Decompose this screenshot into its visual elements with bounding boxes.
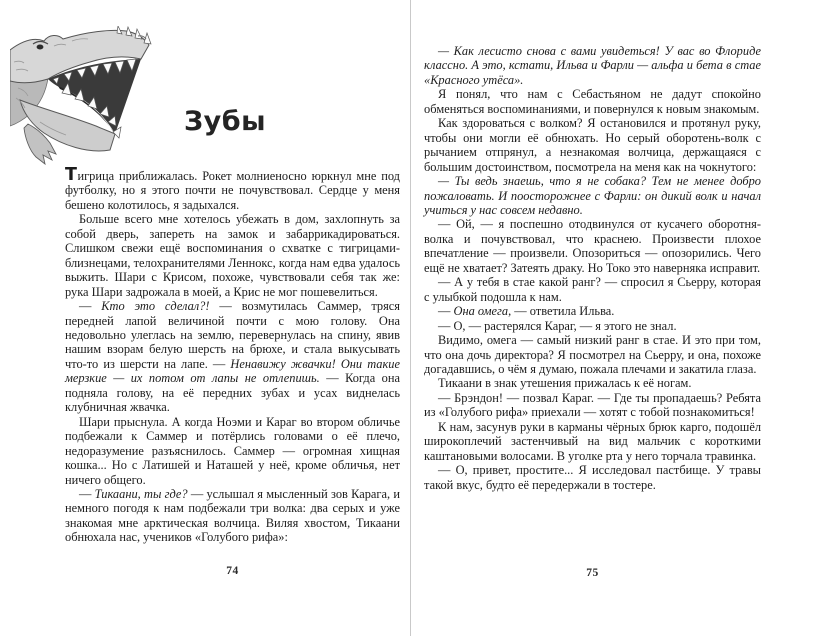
page-number-right: 75 <box>586 567 599 579</box>
text-segment: Ненавижу жвачки! Они такие мерзкие — их потом от лапы не отлепишь. <box>65 356 400 386</box>
text-segment: Она омега <box>453 304 509 319</box>
text-segment: Тикаани в знак утешения прижалась к её ногам. <box>438 376 692 391</box>
text-segment: Больше всего мне хотелось убежать в дом, захлопнуть за собой дверь, запереть на замок и забаррикадироваться. Слишком свежи ещё воспоминания о схватке с тигрицами-близнецами, телохранителями Леннокс, когда нам едва удалось выжить. Шари с Крисом, похоже, чувствовали себя так же: рука Шари задрожала в моей, а Крис не мог пошевелиться. <box>65 212 400 299</box>
paragraph <box>424 304 761 318</box>
text-segment: Кто это сделал?! <box>101 299 210 314</box>
paragraph <box>424 44 761 87</box>
text-segment: Я понял, что нам с Себастьяном не дадут спокойно обменяться воспоминаниями, и повернулся к новым знакомым. <box>424 87 761 116</box>
paragraph <box>424 275 761 304</box>
text-segment: — О, привет, простите... Я исследовал пастбище. У травы такой вкус, будто её передержали в тостере. <box>424 463 761 492</box>
paragraph <box>424 116 761 174</box>
text-segment: , — ответила Ильва. <box>508 304 615 319</box>
text-segment: — О, — растерялся Караг, — я этого не знал. <box>438 318 677 333</box>
crocodile-illustration <box>10 26 166 170</box>
paragraph <box>65 487 400 545</box>
text-segment: — <box>79 486 95 501</box>
left-page-text <box>65 165 401 545</box>
paragraph <box>424 174 761 217</box>
chapter-title: Зубы <box>184 106 267 138</box>
paragraph <box>424 333 761 376</box>
text-segment: — <box>438 304 454 319</box>
text-segment: — возмутилась Саммер, тряся передней лапой величиной почти с мою голову. Она недовольно улеглась на землю, перевернулась на спину, явив нашим взорам белую шерсть на брюхе, и стала выкусывать что-то из шерсти на лапе. — <box>65 299 400 371</box>
text-segment: Шари прыснула. А когда Ноэми и Караг во втором обличье подбежали к Саммер и потёрлись головами о её плечо, недоразумение разъяснилось. Саммер — огромная хищная кошка... Но с Латишей и Наташей у неё, кроме обличья, нет ничего общего. <box>65 414 400 487</box>
paragraph <box>424 420 761 463</box>
paragraph <box>65 212 400 299</box>
page-gutter-divider <box>410 0 411 636</box>
text-segment: — Ты ведь знаешь, что я не собака? Тем не менее добро пожаловать. И поосторожнее с Фарли: он дикий волк и начал учиться у нас совсем недавно. <box>424 174 761 217</box>
text-segment: игрица приближалась. Рокет молниеносно юркнул мне под футболку, но я этого почти не почувствовал. Сердце у меня бешено колотилось, я задыхался. <box>65 169 400 212</box>
text-segment: — А у тебя в стае какой ранг? — спросил я Сьерру, которая с улыбкой подошла к нам. <box>424 275 761 304</box>
page-number-left: 74 <box>226 565 239 577</box>
paragraph <box>424 217 761 275</box>
drop-cap: Т <box>65 165 78 185</box>
crocodile-head-icon <box>10 26 166 170</box>
paragraph <box>424 376 761 390</box>
paragraph <box>65 165 400 212</box>
text-segment: — Ой, — я поспешно отодвинулся от кусачего оборотня-волка и почувствовал, что краснею. Произвести плохое впечатление — произвели. Опозориться — опозорились. Чего ещё не хватает? Затеять драку. Но Токо это наверняка исправит. <box>424 217 761 275</box>
paragraph <box>424 463 761 492</box>
paragraph <box>424 87 761 116</box>
text-segment: Как здороваться с волком? Я остановился и протянул руку, чтобы они могли её обнюхать. Но серый оборотень-волк с рычанием отпрянул, а незнакомая волчица, держащаяся с большим достоинством, посмотрела на меня как на чокнутого: <box>424 116 761 174</box>
text-segment: — услышал я мысленный зов Карага, и немного погодя к нам подбежали три волка: два серых и уже знакомая мне арктическая волчица. Виляя хвостом, Тикаани обнюхала нас, учеников «Голубого рифа»: <box>65 486 400 545</box>
text-segment: К нам, засунув руки в карманы чёрных брюк карго, подошёл широкоплечий застенчивый на вид мальчик с короткими каштановыми волосами. В уголке рта у него торчала травинка. <box>424 419 761 463</box>
paragraph <box>65 299 400 415</box>
text-segment: — Когда она подняла голову, на её передних зубах и усах виднелась клубничная жвачка. <box>65 371 401 415</box>
text-segment: Тикаани, ты где? <box>94 486 188 501</box>
text-segment: — <box>79 299 102 314</box>
paragraph <box>424 319 761 333</box>
right-page-text <box>424 44 761 492</box>
text-segment: Видимо, омега — самый низкий ранг в стае. И это при том, что она дочь директора? Я посмотрел на Сьерру, и она, похоже догадавшись, о чём я думаю, пожала плечами и закатила глаза. <box>424 333 761 376</box>
paragraph <box>424 391 761 420</box>
text-segment: — Брэндон! — позвал Караг. — Где ты пропадаешь? Ребята из «Голубого рифа» приехали — хотят с тобой познакомиться! <box>424 390 761 420</box>
text-segment: — Как лесисто снова с вами увидеться! У вас во Флориде классно. А это, кстати, Ильва и Фарли — альфа и бета в стае «Красного утёса». <box>424 44 761 87</box>
paragraph <box>65 415 400 487</box>
